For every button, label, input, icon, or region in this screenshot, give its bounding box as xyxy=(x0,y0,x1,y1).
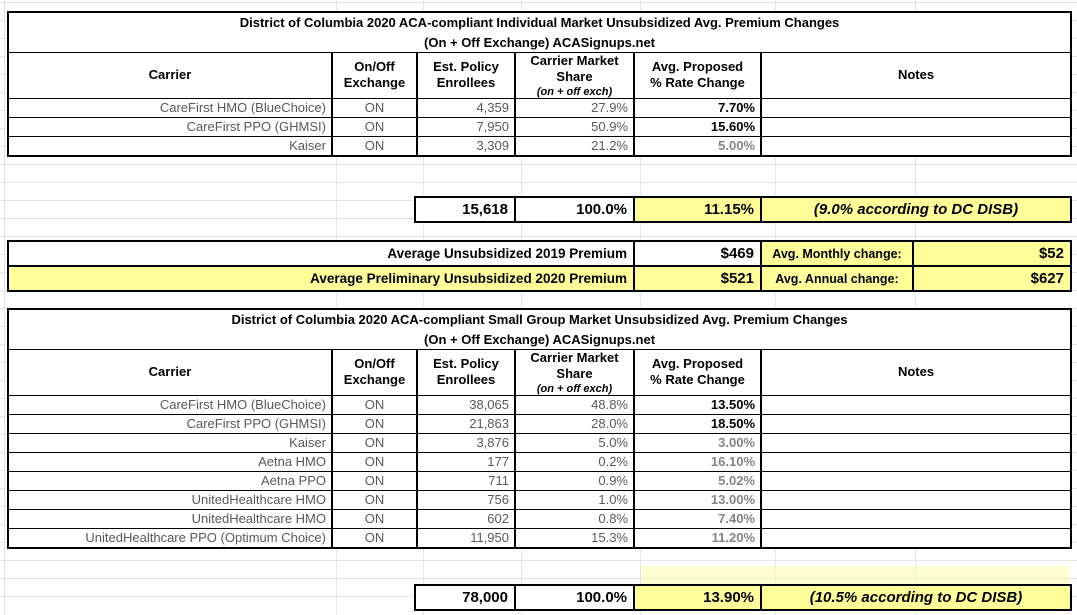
cell-market-share[interactable]: 0.2% xyxy=(515,452,634,471)
cell-rate-change[interactable]: 5.00% xyxy=(634,136,761,156)
faint-highlight-strip xyxy=(641,566,1069,584)
cell-rate-change[interactable]: 7.70% xyxy=(634,98,761,117)
cell-rate-change[interactable]: 18.50% xyxy=(634,414,761,433)
col-header-market-share[interactable]: Carrier Market Share (on + off exch) xyxy=(515,350,634,396)
cell-carrier[interactable]: UnitedHealthcare HMO xyxy=(8,509,332,528)
table-row xyxy=(8,98,1071,117)
table-title[interactable] xyxy=(8,309,1071,350)
individual-market-table xyxy=(7,11,1072,157)
small-group-market-table xyxy=(7,308,1072,549)
cell-carrier[interactable]: CareFirst HMO (BlueChoice) xyxy=(8,98,332,117)
header-row xyxy=(8,53,1071,99)
cell-note[interactable] xyxy=(761,471,1071,490)
col-header-carrier[interactable]: Carrier xyxy=(8,350,332,396)
cell-exchange[interactable]: ON xyxy=(332,528,417,548)
cell-enrollees[interactable]: 3,309 xyxy=(417,136,515,156)
table-row xyxy=(8,452,1071,471)
total-enrollees[interactable]: 78,000 xyxy=(415,585,515,610)
col-header-rate-change[interactable]: Avg. Proposed % Rate Change xyxy=(634,53,761,99)
small-group-totals-row xyxy=(414,584,1072,611)
cell-note[interactable] xyxy=(761,117,1071,136)
cell-market-share[interactable]: 0.9% xyxy=(515,471,634,490)
cell-rate-change[interactable]: 11.20% xyxy=(634,528,761,548)
col-header-enrollees[interactable]: Est. Policy Enrollees xyxy=(417,53,515,99)
cell-market-share[interactable]: 15.3% xyxy=(515,528,634,548)
cell-enrollees[interactable]: 756 xyxy=(417,490,515,509)
cell-rate-change[interactable]: 5.02% xyxy=(634,471,761,490)
cell-carrier[interactable]: Aetna PPO xyxy=(8,471,332,490)
cell-exchange[interactable]: ON xyxy=(332,414,417,433)
cell-enrollees[interactable]: 11,950 xyxy=(417,528,515,548)
cell-enrollees[interactable]: 602 xyxy=(417,509,515,528)
cell-market-share[interactable]: 50.9% xyxy=(515,117,634,136)
premium-summary-block xyxy=(7,240,1072,292)
col-header-carrier[interactable]: Carrier xyxy=(8,53,332,99)
cell-note[interactable] xyxy=(761,98,1071,117)
cell-rate-change[interactable]: 16.10% xyxy=(634,452,761,471)
table-row xyxy=(8,414,1071,433)
table-row xyxy=(8,395,1071,414)
cell-note[interactable] xyxy=(761,490,1071,509)
cell-market-share[interactable]: 1.0% xyxy=(515,490,634,509)
col-header-exchange[interactable]: On/Off Exchange xyxy=(332,350,417,396)
cell-market-share[interactable]: 5.0% xyxy=(515,433,634,452)
col-header-rate-change[interactable]: Avg. Proposed % Rate Change xyxy=(634,350,761,396)
cell-market-share[interactable]: 27.9% xyxy=(515,98,634,117)
total-market-share[interactable]: 100.0% xyxy=(515,197,634,222)
table-title[interactable] xyxy=(8,12,1071,53)
cell-exchange[interactable]: ON xyxy=(332,490,417,509)
table-title-line2: (On + Off Exchange) ACASignups.net xyxy=(424,331,656,347)
col-header-notes[interactable]: Notes xyxy=(761,350,1071,396)
total-rate-change[interactable]: 13.90% xyxy=(634,585,761,610)
cell-carrier[interactable]: CareFirst PPO (GHMSI) xyxy=(8,414,332,433)
summary-row-2019 xyxy=(8,241,1071,266)
table-title-line1: District of Columbia 2020 ACA-compliant Small Group Market Unsubsidized Avg. Premium Changes xyxy=(231,312,848,327)
cell-carrier[interactable]: CareFirst HMO (BlueChoice) xyxy=(8,395,332,414)
col-header-exchange[interactable]: On/Off Exchange xyxy=(332,53,417,99)
col-header-market-share[interactable]: Carrier Market Share (on + off exch) xyxy=(515,53,634,99)
table-title-line2: (On + Off Exchange) ACASignups.net xyxy=(424,34,656,50)
cell-enrollees[interactable]: 3,876 xyxy=(417,433,515,452)
cell-exchange[interactable]: ON xyxy=(332,452,417,471)
cell-rate-change[interactable]: 13.00% xyxy=(634,490,761,509)
total-enrollees[interactable]: 15,618 xyxy=(415,197,515,222)
cell-enrollees[interactable]: 21,863 xyxy=(417,414,515,433)
cell-note[interactable] xyxy=(761,509,1071,528)
summary-row-2020 xyxy=(8,266,1071,291)
cell-carrier[interactable]: Aetna HMO xyxy=(8,452,332,471)
table-row xyxy=(8,471,1071,490)
cell-note[interactable] xyxy=(761,414,1071,433)
header-row xyxy=(8,350,1071,396)
cell-rate-change[interactable]: 7.40% xyxy=(634,509,761,528)
cell-carrier[interactable]: Kaiser xyxy=(8,136,332,156)
summary-value[interactable]: $469 xyxy=(634,241,761,266)
cell-enrollees[interactable]: 4,359 xyxy=(417,98,515,117)
col-header-enrollees[interactable]: Est. Policy Enrollees xyxy=(417,350,515,396)
cell-enrollees[interactable]: 7,950 xyxy=(417,117,515,136)
cell-exchange[interactable]: ON xyxy=(332,98,417,117)
cell-note[interactable] xyxy=(761,136,1071,156)
cell-market-share[interactable]: 0.8% xyxy=(515,509,634,528)
cell-rate-change[interactable]: 13.50% xyxy=(634,395,761,414)
monthly-change-label[interactable]: Avg. Monthly change: xyxy=(761,241,913,266)
annual-change-label[interactable]: Avg. Annual change: xyxy=(761,266,913,291)
cell-exchange[interactable]: ON xyxy=(332,117,417,136)
cell-carrier[interactable]: UnitedHealthcare PPO (Optimum Choice) xyxy=(8,528,332,548)
cell-note[interactable] xyxy=(761,452,1071,471)
cell-exchange[interactable]: ON xyxy=(332,509,417,528)
cell-market-share[interactable]: 28.0% xyxy=(515,414,634,433)
table-row xyxy=(8,490,1071,509)
cell-market-share[interactable]: 48.8% xyxy=(515,395,634,414)
monthly-change-value[interactable]: $52 xyxy=(913,241,1071,266)
cell-rate-change[interactable]: 15.60% xyxy=(634,117,761,136)
annual-change-value[interactable]: $627 xyxy=(913,266,1071,291)
table-title-line1: District of Columbia 2020 ACA-compliant Individual Market Unsubsidized Avg. Premium Changes xyxy=(239,15,840,30)
cell-enrollees[interactable]: 177 xyxy=(417,452,515,471)
cell-carrier[interactable]: UnitedHealthcare HMO xyxy=(8,490,332,509)
cell-exchange[interactable]: ON xyxy=(332,471,417,490)
cell-enrollees[interactable]: 711 xyxy=(417,471,515,490)
cell-rate-change[interactable]: 3.00% xyxy=(634,433,761,452)
total-market-share[interactable]: 100.0% xyxy=(515,585,634,610)
cell-exchange[interactable]: ON xyxy=(332,395,417,414)
table-row xyxy=(8,528,1071,548)
summary-value[interactable]: $521 xyxy=(634,266,761,291)
total-note[interactable]: (10.5% according to DC DISB) xyxy=(761,585,1071,610)
cell-carrier[interactable]: CareFirst PPO (GHMSI) xyxy=(8,117,332,136)
table-row xyxy=(8,136,1071,156)
total-rate-change[interactable]: 11.15% xyxy=(634,197,761,222)
summary-label[interactable]: Average Preliminary Unsubsidized 2020 Premium xyxy=(8,266,634,291)
summary-label[interactable]: Average Unsubsidized 2019 Premium xyxy=(8,241,634,266)
cell-carrier[interactable]: Kaiser xyxy=(8,433,332,452)
table-row xyxy=(8,509,1071,528)
cell-note[interactable] xyxy=(761,433,1071,452)
cell-note[interactable] xyxy=(761,395,1071,414)
total-note[interactable]: (9.0% according to DC DISB) xyxy=(761,197,1071,222)
cell-market-share[interactable]: 21.2% xyxy=(515,136,634,156)
cell-exchange[interactable]: ON xyxy=(332,433,417,452)
table-row xyxy=(8,433,1071,452)
cell-enrollees[interactable]: 38,065 xyxy=(417,395,515,414)
cell-note[interactable] xyxy=(761,528,1071,548)
cell-exchange[interactable]: ON xyxy=(332,136,417,156)
col-header-notes[interactable]: Notes xyxy=(761,53,1071,99)
table-row xyxy=(8,117,1071,136)
individual-totals-row xyxy=(414,196,1072,223)
